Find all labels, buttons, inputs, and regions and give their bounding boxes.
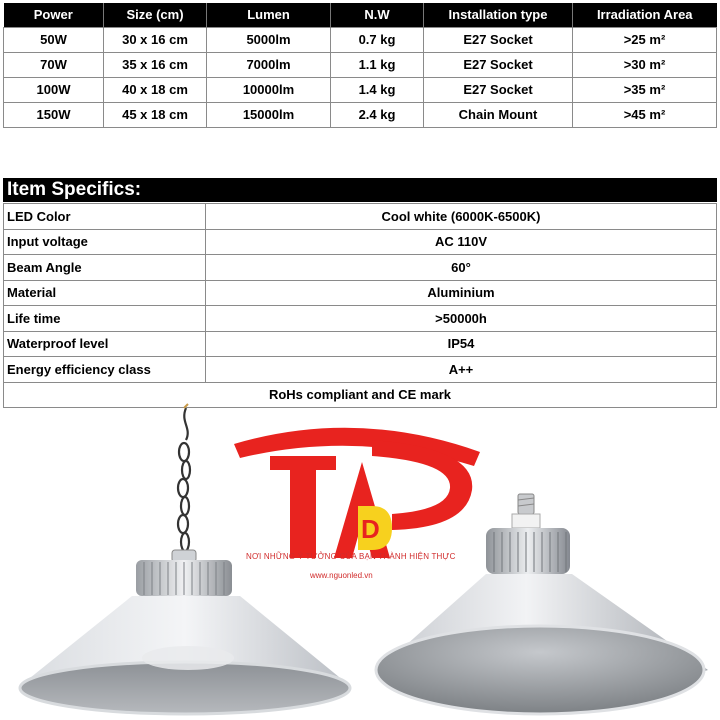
- table-row: [4, 229, 717, 255]
- header-net-weight: N.W: [331, 3, 424, 27]
- spec-label: Waterproof level: [4, 331, 206, 357]
- cell-power: 100W: [4, 77, 104, 102]
- cell-irradiation-area: >35 m²: [573, 77, 717, 102]
- header-irradiation-area: Irradiation Area: [573, 3, 717, 27]
- cell-lumen: 5000lm: [207, 27, 331, 52]
- table-row: [4, 77, 717, 102]
- cell-irradiation-area: >30 m²: [573, 52, 717, 77]
- cell-installation-type: E27 Socket: [424, 52, 573, 77]
- logo-url: www.nguonled.vn: [310, 571, 373, 580]
- table-row: [4, 280, 717, 306]
- logo-tagline: NƠI NHỮNG Ý TƯỞNG CỦA BẠN THÀNH HIỆN THỰC: [246, 552, 456, 561]
- cell-lumen: 10000lm: [207, 77, 331, 102]
- spec-label: LED Color: [4, 204, 206, 230]
- spec-value: Aluminium: [206, 280, 717, 306]
- cell-power: 50W: [4, 27, 104, 52]
- table-row: [4, 52, 717, 77]
- table-row: [4, 331, 717, 357]
- cell-net-weight: 0.7 kg: [331, 27, 424, 52]
- cell-size: 35 x 16 cm: [104, 52, 207, 77]
- table-row: [4, 357, 717, 383]
- cell-net-weight: 1.1 kg: [331, 52, 424, 77]
- cell-irradiation-area: >45 m²: [573, 102, 717, 127]
- spec-label: Energy efficiency class: [4, 357, 206, 383]
- cell-size: 30 x 16 cm: [104, 27, 207, 52]
- spec-value: 60°: [206, 255, 717, 281]
- table-row: [4, 27, 717, 52]
- item-specifics-title: Item Specifics:: [3, 178, 717, 202]
- svg-text:D: D: [361, 514, 380, 544]
- cell-installation-type: E27 Socket: [424, 27, 573, 52]
- cell-lumen: 7000lm: [207, 52, 331, 77]
- spec-label: Life time: [4, 306, 206, 332]
- cell-lumen: 15000lm: [207, 102, 331, 127]
- cell-irradiation-area: >25 m²: [573, 27, 717, 52]
- cell-size: 45 x 18 cm: [104, 102, 207, 127]
- header-power: Power: [4, 3, 104, 27]
- cell-net-weight: 1.4 kg: [331, 77, 424, 102]
- cell-installation-type: E27 Socket: [424, 77, 573, 102]
- socket-lamp-image: [368, 480, 720, 720]
- item-specifics-table: [3, 203, 717, 408]
- cell-size: 40 x 18 cm: [104, 77, 207, 102]
- chain-icon: [178, 408, 190, 551]
- spec-value: AC 110V: [206, 229, 717, 255]
- spec-value: A++: [206, 357, 717, 383]
- spec-value: IP54: [206, 331, 717, 357]
- compliance-note: RoHs compliant and CE mark: [4, 382, 717, 408]
- table-row: [4, 306, 717, 332]
- spec-value: >50000h: [206, 306, 717, 332]
- cell-power: 70W: [4, 52, 104, 77]
- table-row: [4, 204, 717, 230]
- header-size: Size (cm): [104, 3, 207, 27]
- e27-socket-icon: [512, 494, 540, 528]
- header-installation-type: Installation type: [424, 3, 573, 27]
- table-row: [4, 102, 717, 127]
- cell-power: 150W: [4, 102, 104, 127]
- cell-installation-type: Chain Mount: [424, 102, 573, 127]
- spec-label: Beam Angle: [4, 255, 206, 281]
- spec-value: Cool white (6000K-6500K): [206, 204, 717, 230]
- spec-label: Material: [4, 280, 206, 306]
- table-row: [4, 255, 717, 281]
- header-lumen: Lumen: [207, 3, 331, 27]
- spec-label: Input voltage: [4, 229, 206, 255]
- spec-table-header-row: [4, 3, 717, 27]
- spec-table: [3, 3, 717, 128]
- cell-net-weight: 2.4 kg: [331, 102, 424, 127]
